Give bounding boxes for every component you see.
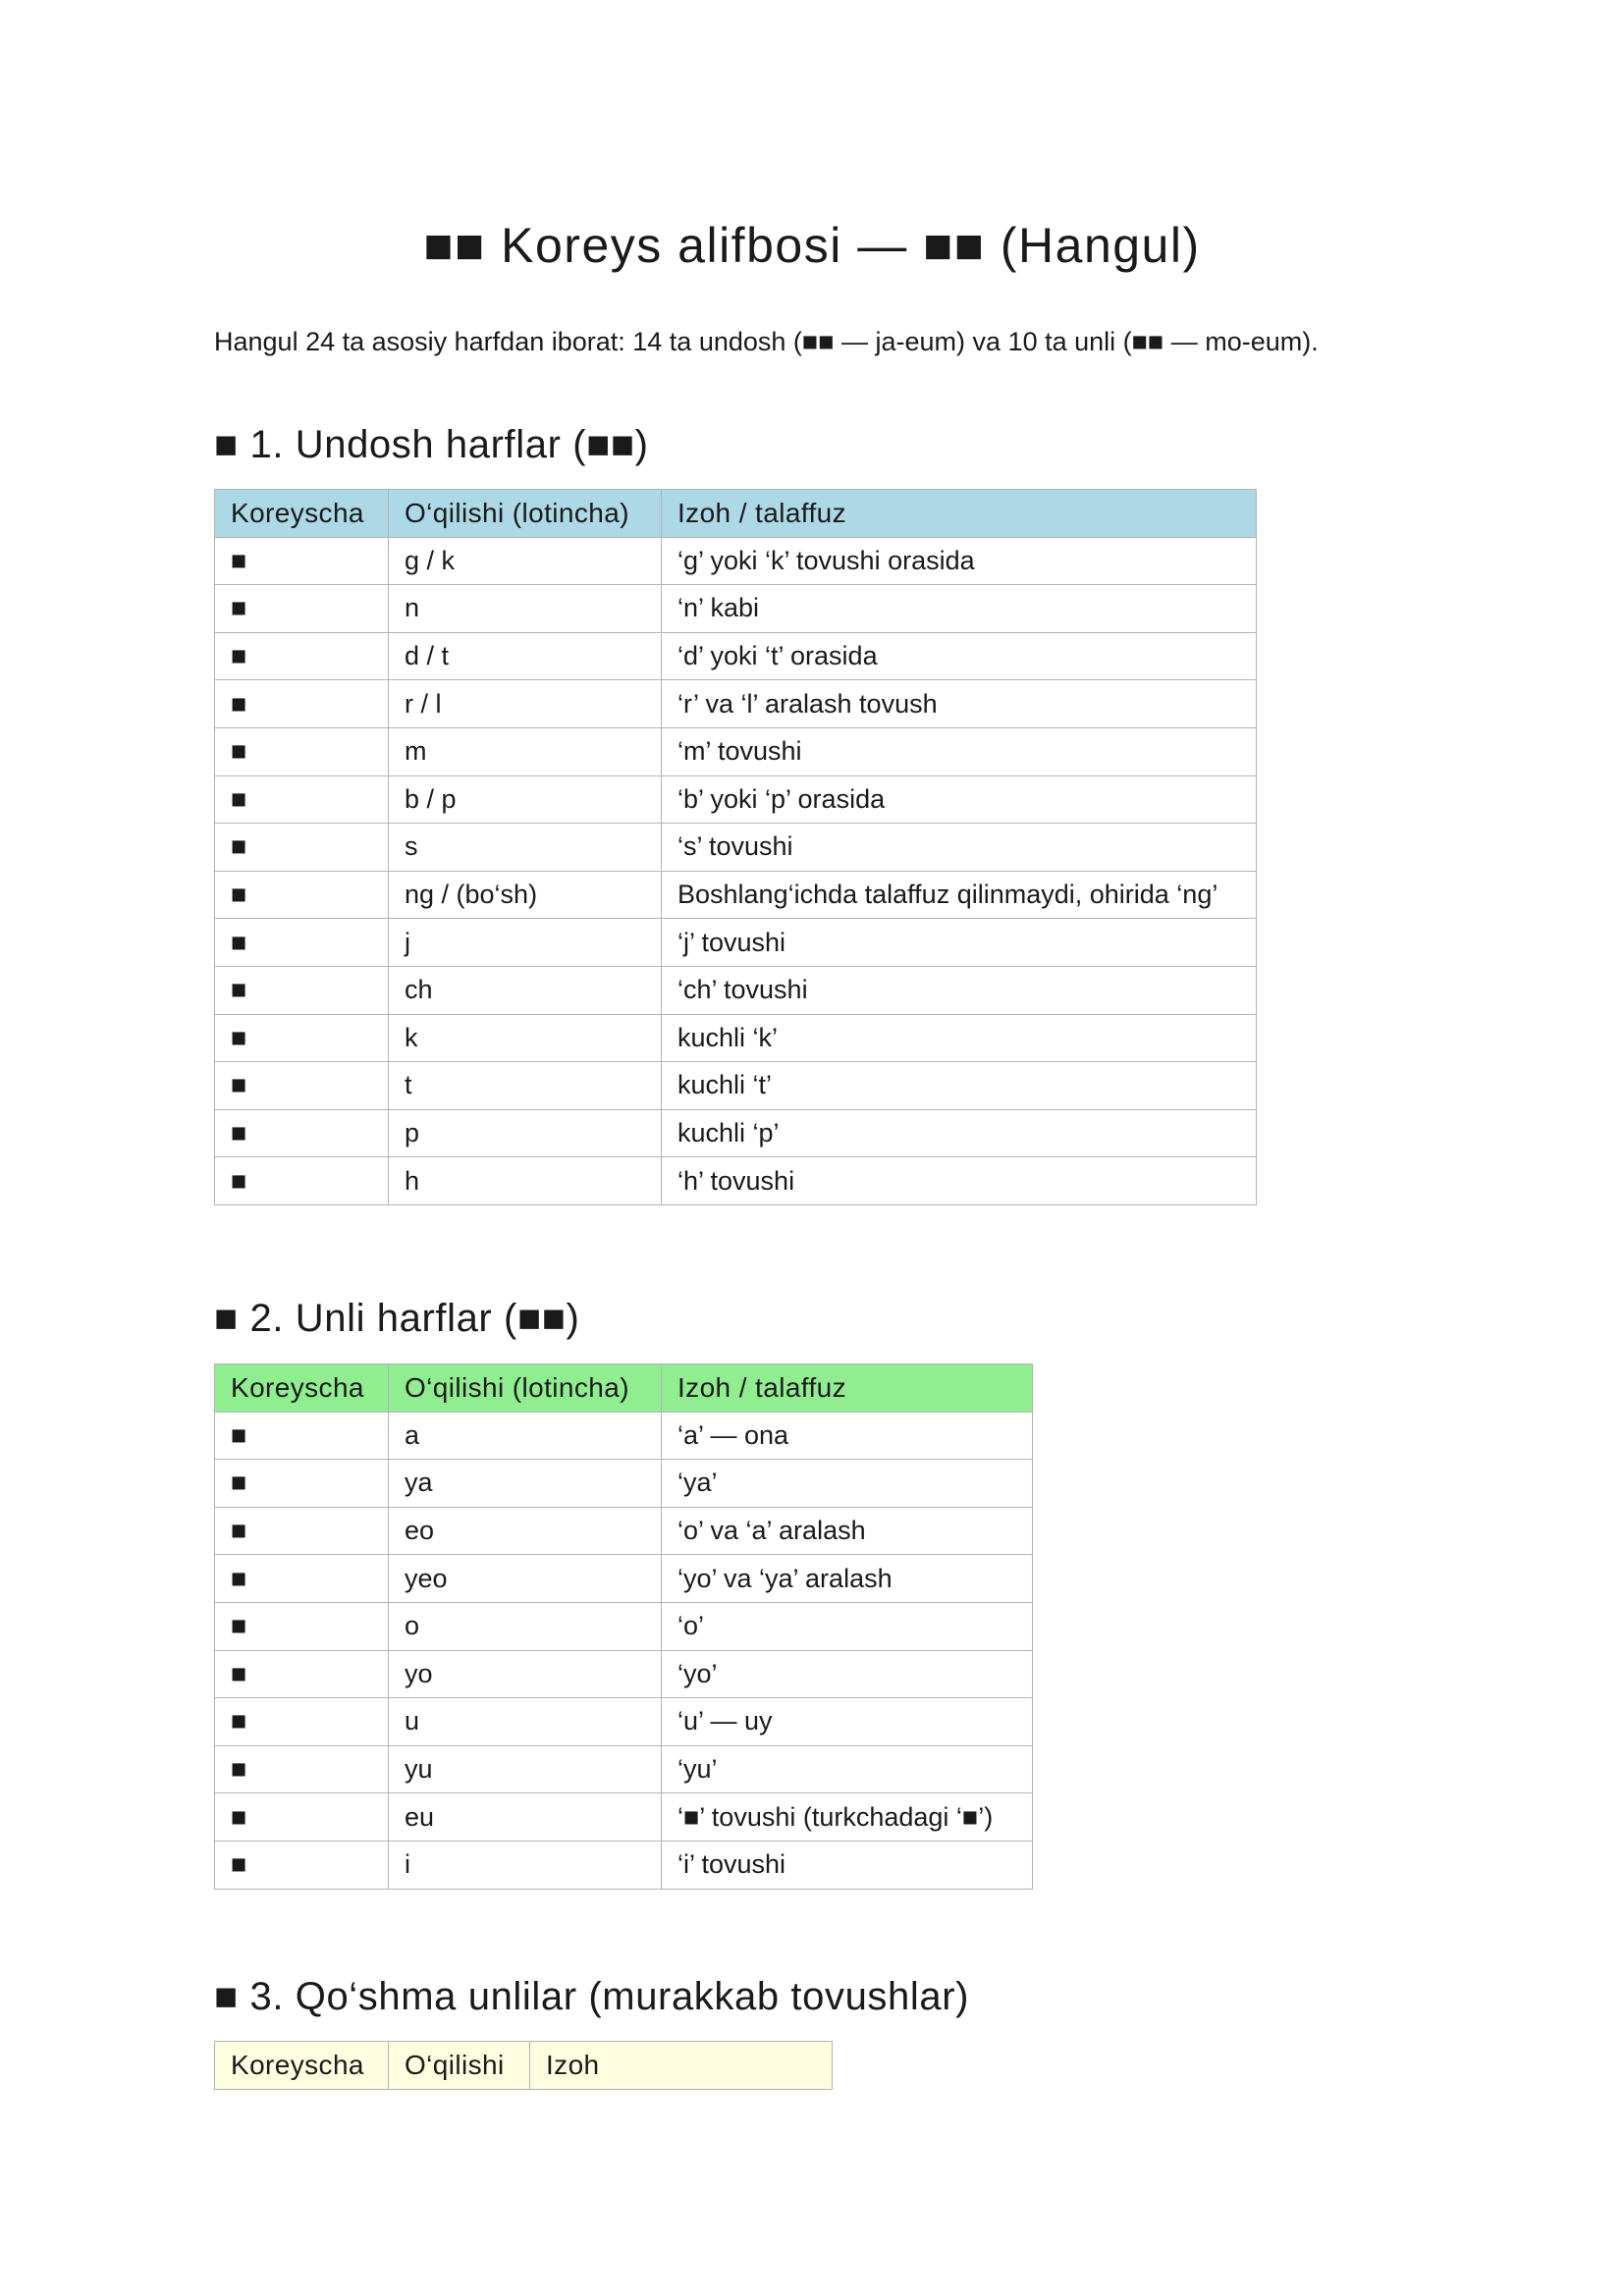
- table-row: [215, 1602, 1033, 1650]
- table-header-row: [215, 490, 1257, 538]
- table-header-row: [215, 1364, 1033, 1413]
- note-cell: ‘r’ va ‘l’ aralash tovush: [662, 680, 1257, 728]
- note-cell: ‘m’ tovushi: [662, 727, 1257, 775]
- reading-cell: o: [389, 1602, 662, 1650]
- reading-cell: u: [389, 1698, 662, 1746]
- note-cell: kuchli ‘k’: [662, 1014, 1257, 1062]
- reading-cell: t: [389, 1062, 662, 1110]
- table-row: [215, 1793, 1033, 1842]
- note-cell: ‘ch’ tovushi: [662, 966, 1257, 1014]
- reading-cell: p: [389, 1109, 662, 1157]
- section-heading-vowels: ■ 2. Unli harflar (■■): [214, 1297, 580, 1340]
- note-cell: ‘yu’: [662, 1745, 1033, 1793]
- note-cell: ‘u’ — uy: [662, 1698, 1033, 1746]
- reading-cell: yu: [389, 1745, 662, 1793]
- column-header: Koreyscha: [215, 1364, 389, 1413]
- note-cell: ‘■’ tovushi (turkchadagi ‘■’): [662, 1793, 1033, 1842]
- reading-cell: m: [389, 727, 662, 775]
- korean-letter-cell: ■: [215, 871, 389, 919]
- section-heading-consonants: ■ 1. Undosh harflar (■■): [214, 423, 649, 466]
- reading-cell: yo: [389, 1650, 662, 1698]
- korean-letter-cell: ■: [215, 1014, 389, 1062]
- table-row: [215, 775, 1257, 824]
- table-row: [215, 919, 1257, 967]
- note-cell: ‘ya’: [662, 1460, 1033, 1508]
- reading-cell: n: [389, 585, 662, 633]
- note-cell: ‘a’ — ona: [662, 1412, 1033, 1460]
- reading-cell: eu: [389, 1793, 662, 1842]
- korean-letter-cell: ■: [215, 1062, 389, 1110]
- note-cell: ‘n’ kabi: [662, 585, 1257, 633]
- table-row: [215, 871, 1257, 919]
- korean-letter-cell: ■: [215, 680, 389, 728]
- table-row: [215, 1698, 1033, 1746]
- table-row: [215, 585, 1257, 633]
- column-header: Koreyscha: [215, 2042, 389, 2090]
- reading-cell: ng / (bo‘sh): [389, 871, 662, 919]
- reading-cell: b / p: [389, 775, 662, 824]
- reading-cell: k: [389, 1014, 662, 1062]
- reading-cell: j: [389, 919, 662, 967]
- note-cell: ‘yo’: [662, 1650, 1033, 1698]
- korean-letter-cell: ■: [215, 1507, 389, 1555]
- korean-letter-cell: ■: [215, 1793, 389, 1842]
- table-row: [215, 1412, 1033, 1460]
- note-cell: ‘o’: [662, 1602, 1033, 1650]
- korean-letter-cell: ■: [215, 1650, 389, 1698]
- section-heading-compound-vowels: ■ 3. Qo‘shma unlilar (murakkab tovushlar): [214, 1975, 970, 2018]
- note-cell: ‘b’ yoki ‘p’ orasida: [662, 775, 1257, 824]
- table-row: [215, 1062, 1257, 1110]
- note-cell: ‘h’ tovushi: [662, 1157, 1257, 1205]
- note-cell: ‘s’ tovushi: [662, 824, 1257, 872]
- table-row: [215, 680, 1257, 728]
- column-header: Izoh / talaffuz: [662, 1364, 1033, 1413]
- korean-letter-cell: ■: [215, 1460, 389, 1508]
- column-header: Koreyscha: [215, 490, 389, 538]
- reading-cell: s: [389, 824, 662, 872]
- korean-letter-cell: ■: [215, 1109, 389, 1157]
- compound-vowels-table: [214, 2041, 833, 2090]
- reading-cell: h: [389, 1157, 662, 1205]
- korean-letter-cell: ■: [215, 1745, 389, 1793]
- note-cell: ‘j’ tovushi: [662, 919, 1257, 967]
- korean-letter-cell: ■: [215, 727, 389, 775]
- note-cell: ‘g’ yoki ‘k’ tovushi orasida: [662, 537, 1257, 585]
- intro-paragraph: Hangul 24 ta asosiy harfdan iborat: 14 ta undosh (■■ — ja-eum) va 10 ta unli (■■ — mo-eum).: [214, 327, 1319, 356]
- korean-letter-cell: ■: [215, 1157, 389, 1205]
- korean-letter-cell: ■: [215, 1698, 389, 1746]
- korean-letter-cell: ■: [215, 632, 389, 680]
- table-row: [215, 1157, 1257, 1205]
- reading-cell: yeo: [389, 1555, 662, 1603]
- korean-letter-cell: ■: [215, 919, 389, 967]
- table-row: [215, 727, 1257, 775]
- table-row: [215, 1650, 1033, 1698]
- reading-cell: ch: [389, 966, 662, 1014]
- korean-letter-cell: ■: [215, 775, 389, 824]
- korean-letter-cell: ■: [215, 966, 389, 1014]
- reading-cell: ya: [389, 1460, 662, 1508]
- korean-letter-cell: ■: [215, 537, 389, 585]
- table-row: [215, 537, 1257, 585]
- korean-letter-cell: ■: [215, 585, 389, 633]
- reading-cell: i: [389, 1841, 662, 1889]
- reading-cell: r / l: [389, 680, 662, 728]
- korean-letter-cell: ■: [215, 824, 389, 872]
- table-row: [215, 632, 1257, 680]
- table-row: [215, 966, 1257, 1014]
- page-title: ■■ Koreys alifbosi — ■■ (Hangul): [423, 218, 1201, 273]
- table-row: [215, 1745, 1033, 1793]
- reading-cell: eo: [389, 1507, 662, 1555]
- reading-cell: d / t: [389, 632, 662, 680]
- table-row: [215, 1109, 1257, 1157]
- column-header: O‘qilishi (lotincha): [389, 490, 662, 538]
- column-header: Izoh: [530, 2042, 833, 2090]
- table-row: [215, 824, 1257, 872]
- korean-letter-cell: ■: [215, 1602, 389, 1650]
- table-row: [215, 1460, 1033, 1508]
- korean-letter-cell: ■: [215, 1412, 389, 1460]
- note-cell: ‘o’ va ‘a’ aralash: [662, 1507, 1033, 1555]
- note-cell: ‘i’ tovushi: [662, 1841, 1033, 1889]
- table-row: [215, 1555, 1033, 1603]
- table-row: [215, 1014, 1257, 1062]
- consonants-table: [214, 489, 1257, 1205]
- korean-letter-cell: ■: [215, 1555, 389, 1603]
- note-cell: ‘d’ yoki ‘t’ orasida: [662, 632, 1257, 680]
- note-cell: ‘yo’ va ‘ya’ aralash: [662, 1555, 1033, 1603]
- table-row: [215, 1841, 1033, 1889]
- column-header: Izoh / talaffuz: [662, 490, 1257, 538]
- korean-letter-cell: ■: [215, 1841, 389, 1889]
- column-header: O‘qilishi (lotincha): [389, 1364, 662, 1413]
- reading-cell: a: [389, 1412, 662, 1460]
- column-header: O‘qilishi: [389, 2042, 530, 2090]
- note-cell: kuchli ‘p’: [662, 1109, 1257, 1157]
- reading-cell: g / k: [389, 537, 662, 585]
- note-cell: Boshlang‘ichda talaffuz qilinmaydi, ohirida ‘ng’: [662, 871, 1257, 919]
- table-row: [215, 1507, 1033, 1555]
- vowels-table: [214, 1363, 1033, 1890]
- note-cell: kuchli ‘t’: [662, 1062, 1257, 1110]
- table-header-row: [215, 2042, 833, 2090]
